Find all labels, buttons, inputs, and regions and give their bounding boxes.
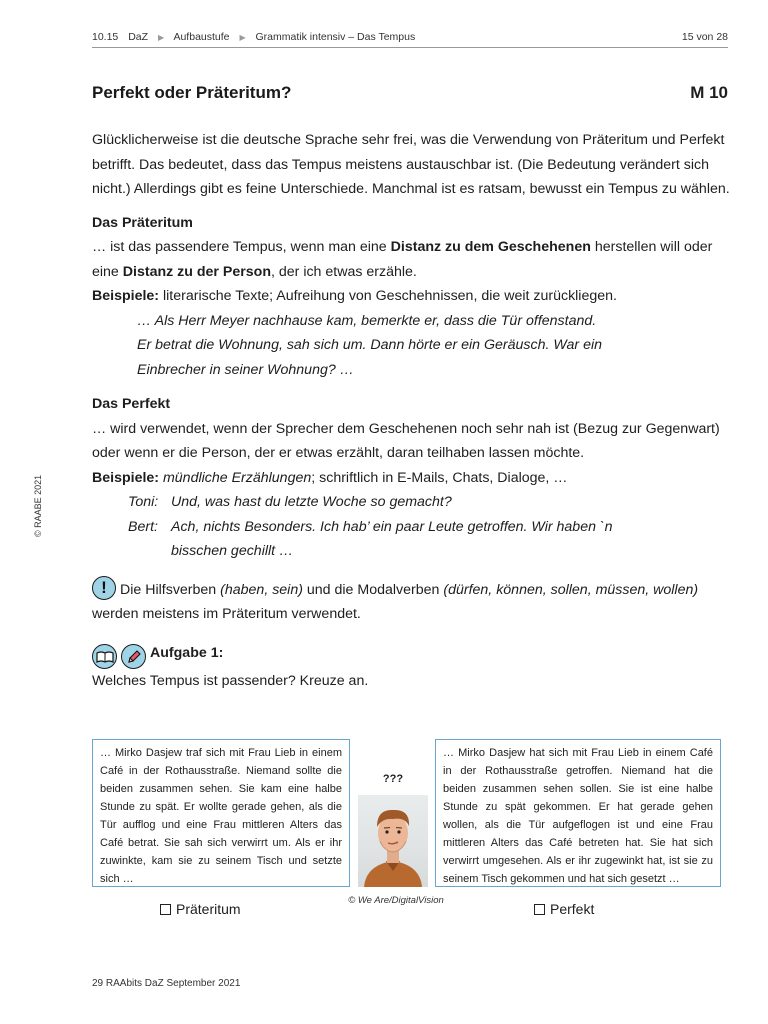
dialog-text: Ach, nichts Besonders. Ich hab’ ein paar Leute getroffen. Wir haben `n: [171, 518, 613, 535]
task-title: Aufgabe 1:: [150, 644, 224, 661]
dialog-text: Und, was hast du letzte Woche so gemacht?: [171, 494, 452, 510]
text-span: Die Hilfsverben: [120, 581, 221, 598]
task-instruction: Welches Tempus ist passender? Kreuze an.: [92, 673, 369, 689]
dialog-line: [128, 515, 730, 540]
perfekt-heading: Das Perfekt: [92, 396, 171, 412]
photo-thinking-man: [358, 795, 428, 887]
intro-paragraph: Glücklicherweise ist die deutsche Sprache sehr frei, was die Verwendung von Präteritum und Perfekt betrifft. Das bedeutet, dass das Tempus meistens austauschbar ist. (Die Bedeutung verändert sich nicht.) Allerdings gibt es feine Unterschiede. Manchmal ist es ratsam, bewusst ein Tempus zu wählen.: [92, 132, 730, 197]
speaker: Bert:: [128, 518, 158, 535]
examples-label: Beispiele:: [92, 469, 160, 486]
breadcrumb-item: Grammatik intensiv – Das Tempus: [255, 31, 416, 43]
breadcrumb-item: DaZ: [128, 31, 149, 43]
speaker: Toni:: [128, 494, 159, 510]
speaker: [128, 539, 171, 564]
breadcrumb-item: Aufbaustufe: [173, 31, 230, 43]
grammar-note: [92, 576, 730, 627]
bold-span: Distanz zu dem Geschehenen: [390, 239, 591, 255]
perfekt-text: … wird verwendet, wenn der Sprecher dem Geschehenen noch sehr nah ist (Bezug zur Gegenwart) oder wenn er die Person, der er etwas erzählt, daran teilhaben lassen möchte.: [92, 420, 720, 461]
text-box-perfekt: … Mirko Dasjew hat sich mit Frau Lieb in einem Café in der Rothausstraße getroffen. Niemand hat die beiden zusammen sehen sollen. Sie ist eine halbe Stunde zu spät gekommen. Er hat gerade gehen wollen, als die Tür aufgeflogen ist und eine Frau mittleren Alters das Café betreten hat. Sie hat sich verwirrt umgesehen. Als er ihr zugewinkt hat, ist sie zu seinem Tisch gekommen und hat sich gesetzt …: [435, 739, 721, 887]
checkbox-square[interactable]: [534, 904, 545, 915]
breadcrumb-separator-icon: ▶: [239, 33, 246, 42]
dialog-text: bisschen gechillt …: [171, 543, 294, 559]
dialog: [92, 490, 730, 564]
task-icons: [92, 644, 146, 669]
dialog-line: [128, 490, 730, 515]
bold-span: Distanz zu der Person: [122, 263, 271, 280]
text-span: , der ich etwas erzähle.: [270, 263, 417, 280]
checkbox-perfekt[interactable]: [534, 901, 594, 917]
text-span: literarische Texte; Aufreihung von Geschehnissen, die weit zurückliegen.: [159, 288, 617, 304]
material-number: M 10: [690, 83, 728, 102]
italic-span: (dürfen, können, sollen, müssen, wollen): [443, 581, 699, 598]
breadcrumb: [92, 31, 422, 43]
book-icon: [92, 644, 117, 669]
text-span: ; schriftlich in E-Mails, Chats, Dialoge, …: [311, 469, 568, 486]
page-footer: 29 RAAbits DaZ September 2021: [92, 978, 241, 989]
main-content: [92, 128, 730, 694]
question-marks: ???: [382, 773, 404, 785]
praeteritum-text: [92, 235, 730, 284]
exclamation-icon: [92, 576, 116, 600]
page-header: [92, 31, 728, 48]
side-copyright: © RAABE 2021: [33, 474, 43, 537]
praeteritum-heading: Das Präteritum: [92, 214, 193, 231]
checkbox-label: Perfekt: [550, 901, 595, 917]
text-span: herstellen will oder eine: [92, 239, 713, 280]
example-line: … Als Herr Meyer nachhause kam, bemerkte er, dass die Tür offenstand.: [137, 312, 597, 329]
italic-span: mündliche Erzählungen: [159, 469, 312, 486]
breadcrumb-item: 10.15: [92, 31, 119, 43]
text-span: … ist das passendere Tempus, wenn man eine: [92, 239, 391, 255]
dialog-line: [128, 539, 730, 564]
perfekt-examples: [92, 466, 730, 491]
page-number: 15 von 28: [681, 31, 728, 43]
pencil-icon: [121, 644, 146, 669]
text-span: und die Modalverben: [302, 581, 444, 598]
breadcrumb-separator-icon: ▶: [157, 33, 165, 42]
example-line: Einbrecher in seiner Wohnung? …: [137, 361, 354, 378]
text-span: werden meistens im Präteritum verwendet.: [92, 606, 361, 622]
photo-credit: © We Are/DigitalVision: [348, 895, 444, 906]
checkbox-praeteritum[interactable]: [160, 901, 241, 917]
checkbox-square[interactable]: [160, 904, 171, 915]
example-line: Er betrat die Wohnung, sah sich um. Dann hörte er ein Geräusch. War ein: [137, 337, 603, 353]
text-box-praeteritum: … Mirko Dasjew traf sich mit Frau Lieb in einem Café in der Rothausstraße. Niemand sollte die beiden zusammen sehen. Sie kam eine halbe Stunde zu spät. Er wollte gerade gehen, als die Tür aufflog und eine Frau mittleren Alters das Café betrat. Sie sah sich verwirrt um. Als er ihr zuwinkte, kam sie zu seinem Tisch und setzte sich …: [92, 739, 350, 887]
checkbox-label: Präteritum: [176, 901, 241, 917]
praeteritum-examples: [92, 284, 730, 309]
examples-label: Beispiele:: [92, 288, 160, 304]
task-heading: [92, 641, 730, 670]
italic-span: (haben, sein): [220, 581, 303, 598]
page-title: Perfekt oder Präteritum?: [92, 83, 292, 102]
